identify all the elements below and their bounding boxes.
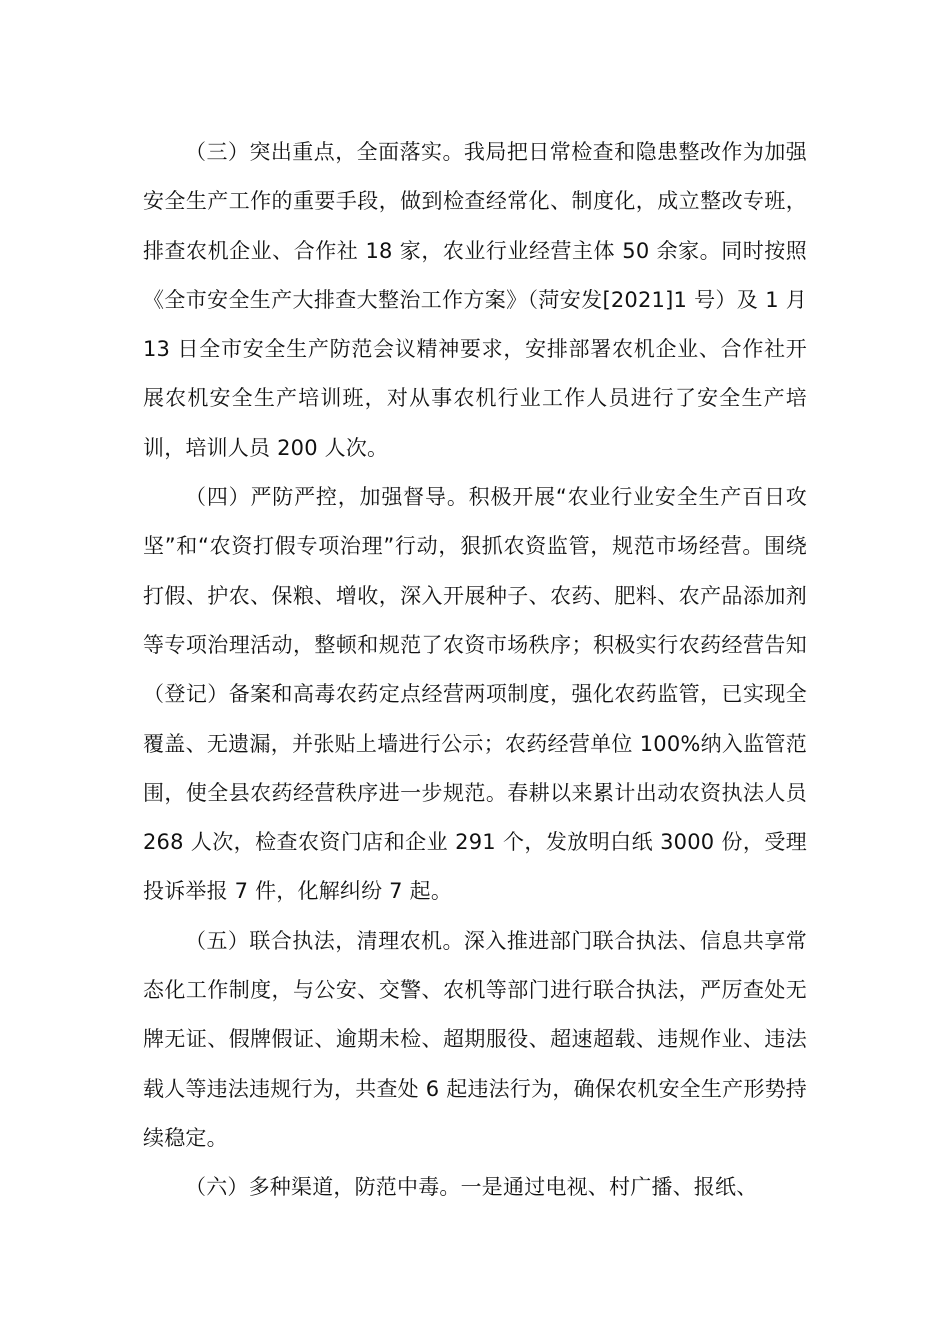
- paragraph-section-3: （三）突出重点，全面落实。我局把日常检查和隐患整改作为加强安全生产工作的重要手段，做到检查经常化、制度化，成立整改专班，排查农机企业、合作社 18 家，农业行业经营主体 50 余家。同时按照《全市安全生产大排查大整治工作方案》（菏安发[2021]1 号）及 1 月 13 日全市安全生产防范会议精神要求，安排部署农机企业、合作社开展农机安全生产培训班，对从事农机行业工作人员进行了安全生产培训，培训人员 200 人次。: [143, 140, 807, 460]
- document-page: [143, 128, 807, 1213]
- paragraph-section-5: （五）联合执法，清理农机。深入推进部门联合执法、信息共享常态化工作制度，与公安、交警、农机等部门进行联合执法，严厉查处无牌无证、假牌假证、逾期未检、超期服役、超速超载、违规作业、违法载人等违法违规行为，共查处 6 起违法行为，确保农机安全生产形势持续稳定。: [143, 928, 807, 1150]
- paragraph-section-4: （四）严防严控，加强督导。积极开展“农业行业安全生产百日攻坚”和“农资打假专项治理”行动，狠抓农资监管，规范市场经营。围绕打假、护农、保粮、增收，深入开展种子、农药、肥料、农产品添加剂等专项治理活动，整顿和规范了农资市场秩序；积极实行农药经营告知（登记）备案和高毒农药定点经营两项制度，强化农药监管，已实现全覆盖、无遗漏，并张贴上墙进行公示；农药经营单位 100%纳入监管范围，使全县农药经营秩序进一步规范。春耕以来累计出动农资执法人员 268 人次，检查农资门店和企业 291 个，发放明白纸 3000 份，受理投诉举报 7 件，化解纠纷 7 起。: [143, 485, 807, 904]
- paragraph-section-6: （六）多种渠道，防范中毒。一是通过电视、村广播、报纸、: [185, 1175, 758, 1200]
